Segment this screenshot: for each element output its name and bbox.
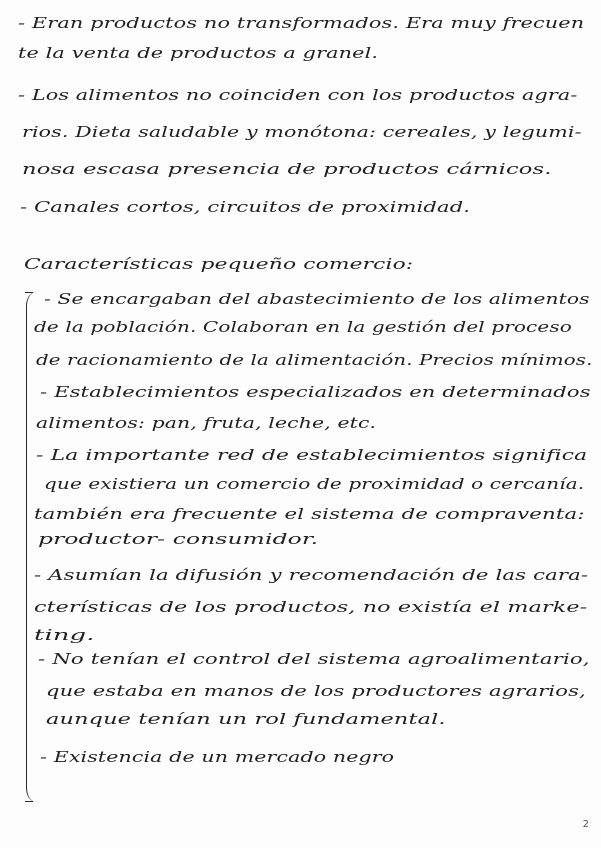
text-line: productor- consumidor. [38, 530, 319, 548]
text-line: cterísticas de los productos, no existía el marke- [34, 598, 588, 616]
text-line: - Asumían la difusión y recomendación de las cara- [34, 566, 589, 584]
section-heading: Características pequeño comercio: [24, 255, 414, 273]
text-line: que estaba en manos de los productores agrarios, [46, 682, 586, 700]
text-line: que existiera un comercio de proximidad o cercanía. [44, 475, 585, 493]
text-line: alimentos: pan, fruta, leche, etc. [36, 414, 377, 432]
text-line: - Existencia de un mercado negro [40, 748, 395, 766]
text-line: - Canales cortos, circuitos de proximidad. [20, 198, 471, 216]
text-line: - Los alimentos no coinciden con los productos agra- [18, 86, 578, 104]
text-line: - La importante red de establecimientos significa [36, 446, 588, 464]
text-line: te la venta de productos a granel. [18, 44, 379, 62]
text-line: también era frecuente el sistema de compraventa: [34, 505, 585, 523]
text-line: nosa escasa presencia de productos cárnicos. [22, 160, 552, 178]
text-line: rios. Dieta saludable y monótona: cereales, y legumi- [22, 123, 582, 141]
text-line: aunque tenían un rol fundamental. [46, 710, 446, 728]
page-number: 2 [582, 819, 589, 830]
text-line: de racionamiento de la alimentación. Precios mínimos. [36, 351, 593, 369]
text-line: ting. [34, 626, 95, 644]
text-line: - Establecimientos especializados en determinados [40, 383, 591, 401]
text-line: - No tenían el control del sistema agroalimentario, [38, 650, 590, 668]
text-line: - Eran productos no transformados. Era muy frecuen [18, 14, 585, 32]
text-line: de la población. Colaboran en la gestión del proceso [34, 318, 572, 336]
text-line: - Se encargaban del abastecimiento de los alimentos [44, 290, 590, 308]
